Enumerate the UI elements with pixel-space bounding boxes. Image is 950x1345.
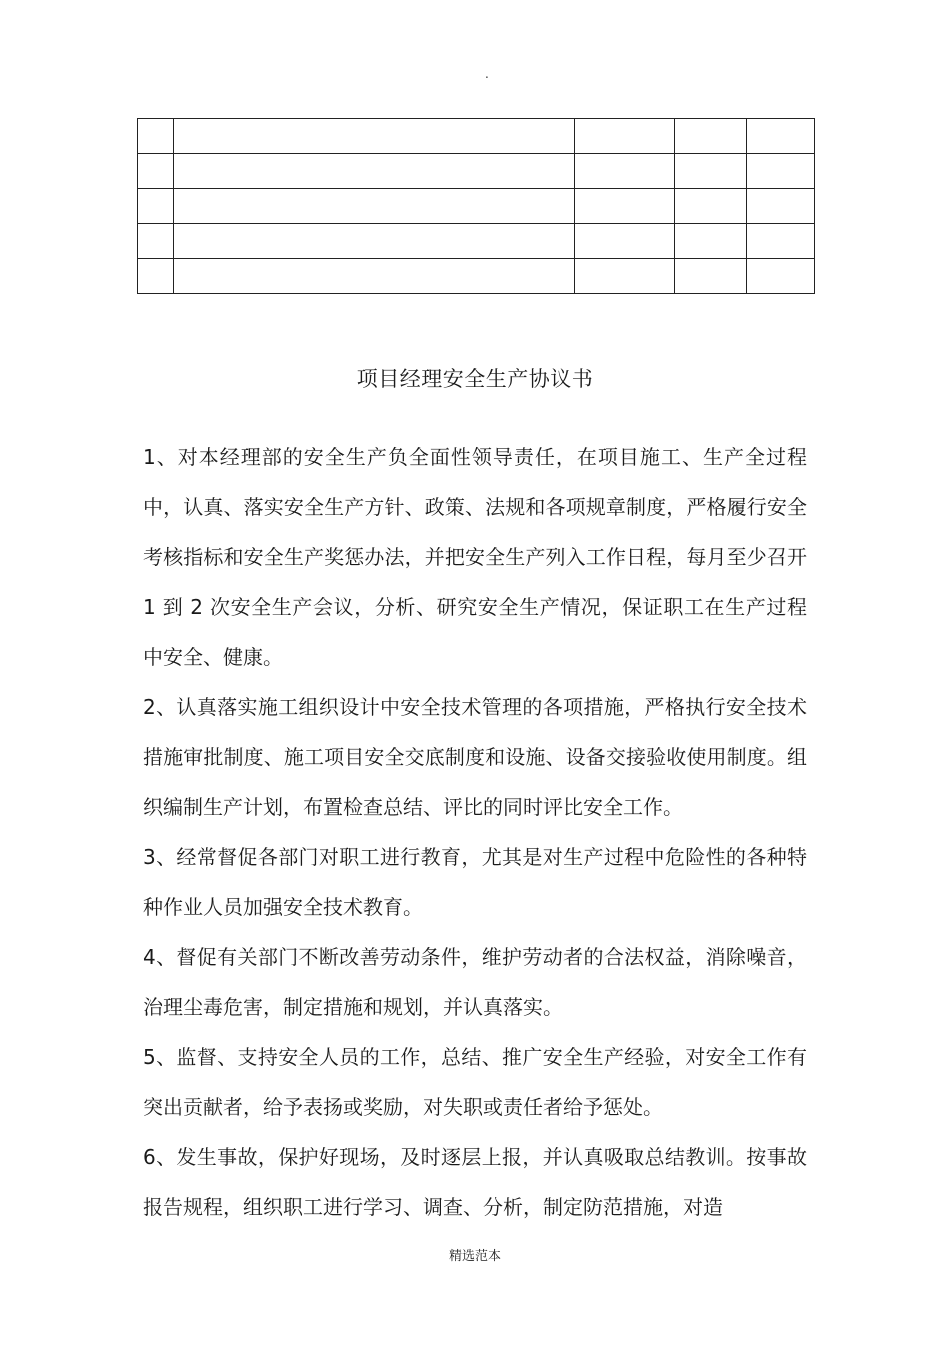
table-cell (174, 259, 575, 294)
paragraph-1: 1、对本经理部的安全生产负全面性领导责任，在项目施工、生产全过程中，认真、落实安全生产方针、政策、法规和各项规章制度，严格履行安全考核指标和安全生产奖惩办法，并把安全生产列入工作日程，每月至少召开 1 到 2 次安全生产会议，分析、研究安全生产情况，保证职工在生产过程中安全、健康。 (143, 445, 807, 669)
table-cell (138, 224, 174, 259)
table-cell (747, 259, 815, 294)
table-cell (575, 259, 675, 294)
table-cell (675, 189, 747, 224)
empty-grid-table (137, 118, 815, 294)
document-body (143, 432, 807, 1232)
table-row (138, 259, 815, 294)
table-row (138, 154, 815, 189)
document-title: 项目经理安全生产协议书 (356, 367, 594, 391)
table-cell (747, 224, 815, 259)
table-cell (138, 259, 174, 294)
paragraph-2: 2、认真落实施工组织设计中安全技术管理的各项措施，严格执行安全技术措施审批制度、施工项目安全交底制度和设施、设备交接验收使用制度。组织编制生产计划，布置检查总结、评比的同时评比安全工作。 (143, 695, 807, 819)
table-cell (174, 119, 575, 154)
paragraph-4: 4、督促有关部门不断改善劳动条件，维护劳动者的合法权益，消除噪音，治理尘毒危害，制定措施和规划，并认真落实。 (143, 945, 807, 1019)
paragraph-3: 3、经常督促各部门对职工进行教育，尤其是对生产过程中危险性的各种特种作业人员加强安全技术教育。 (143, 845, 807, 919)
table-cell (575, 189, 675, 224)
table-cell (675, 259, 747, 294)
table-cell (138, 154, 174, 189)
table-cell (138, 189, 174, 224)
table-row (138, 224, 815, 259)
paragraph-5: 5、监督、支持安全人员的工作，总结、推广安全生产经验，对安全工作有突出贡献者，给予表扬或奖励，对失职或责任者给予惩处。 (143, 1045, 807, 1119)
table-cell (747, 119, 815, 154)
header-dot: . (485, 67, 489, 81)
table-cell (675, 154, 747, 189)
paragraph-6: 6、发生事故，保护好现场，及时逐层上报，并认真吸取总结教训。按事故报告规程，组织职工进行学习、调查、分析，制定防范措施，对造 (143, 1145, 807, 1219)
page-footer: 精选范本 (448, 1249, 501, 1264)
table-row (138, 119, 815, 154)
table-cell (675, 224, 747, 259)
table-cell (174, 189, 575, 224)
table-row (138, 189, 815, 224)
table-cell (575, 154, 675, 189)
table-cell (575, 119, 675, 154)
table-cell (675, 119, 747, 154)
table-cell (174, 224, 575, 259)
table-cell (747, 189, 815, 224)
table-cell (138, 119, 174, 154)
table-cell (575, 224, 675, 259)
table-cell (174, 154, 575, 189)
table-cell (747, 154, 815, 189)
